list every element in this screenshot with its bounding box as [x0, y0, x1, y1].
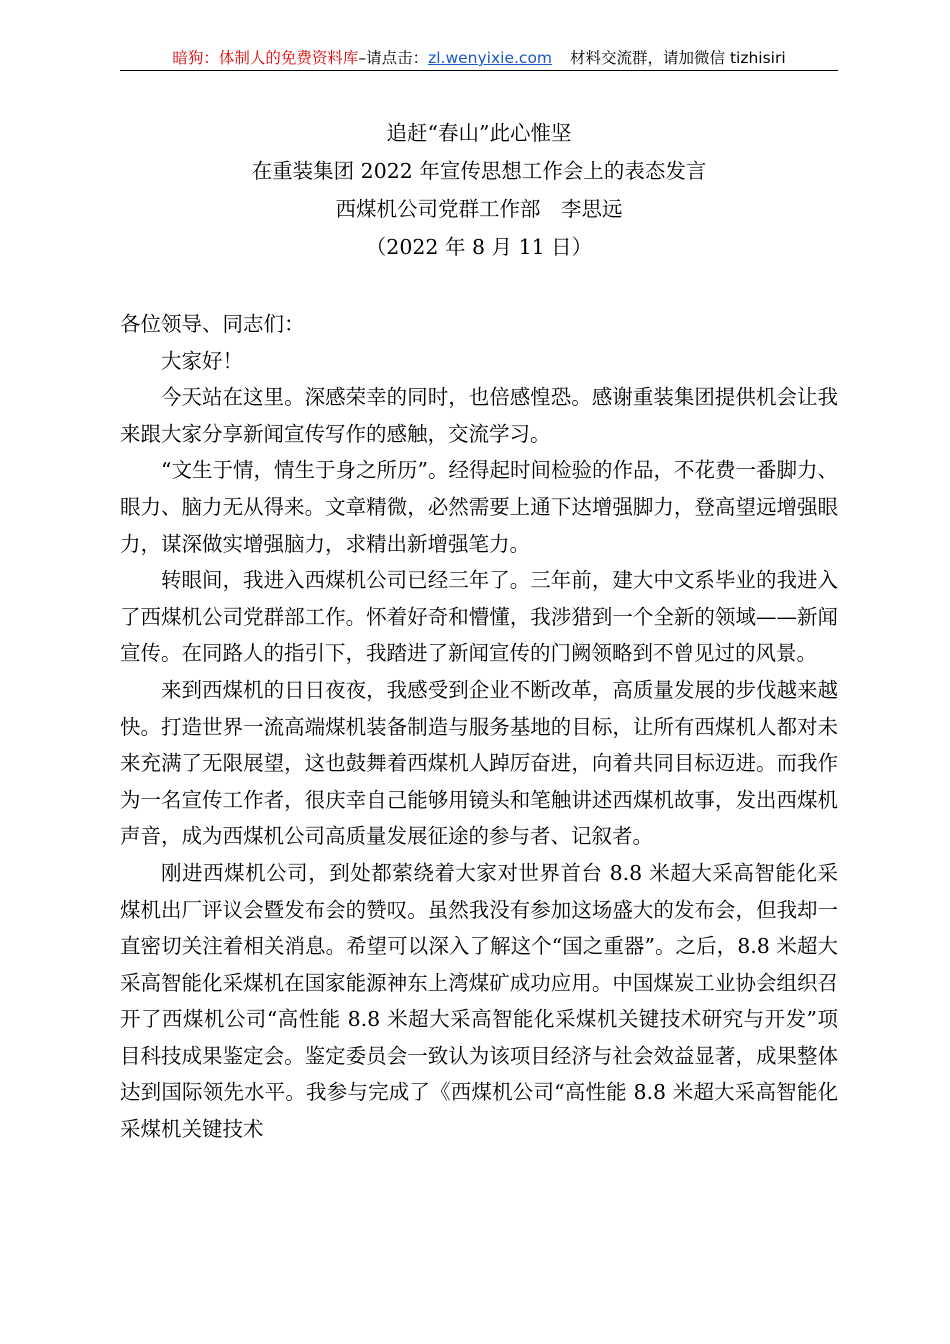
document-subtitle: 在重装集团 2022 年宣传思想工作会上的表态发言	[251, 159, 707, 183]
document-author: 西煤机公司党群工作部 李思远	[335, 197, 623, 221]
header-prompt: –请点击：	[358, 49, 429, 67]
paragraph: 转眼间，我进入西煤机公司已经三年了。三年前，建大中文系毕业的我进入了西煤机公司党群部工作。怀着好奇和懵懂，我涉猎到一个全新的领域——新闻宣传。在同路人的指引下，我踏进了新闻宣传的门阙领略到不曾见过的风景。	[120, 568, 838, 666]
document-date: （2022 年 8 月 11 日）	[365, 235, 593, 259]
header-brand: 暗狗：体制人的免费资料库	[172, 49, 359, 67]
salutation: 各位领导、同志们：	[120, 312, 305, 336]
header-divider	[120, 70, 838, 71]
paragraph: 大家好！	[161, 348, 243, 373]
paragraph: 今天站在这里。深感荣幸的同时，也倍感惶恐。感谢重装集团提供机会让我来跟大家分享新闻宣传写作的感触，交流学习。	[120, 385, 838, 446]
document-body	[120, 306, 838, 1148]
paragraph: “文生于情，情生于身之所历”。经得起时间检验的作品，不花费一番脚力、眼力、脑力无从得来。文章精微，必然需要上通下达增强脚力，登高望远增强眼力，谋深做实增强脑力，求精出新增强笔力。	[120, 458, 838, 556]
title-block	[120, 114, 838, 266]
page-header	[120, 46, 838, 68]
document-title: 追赶“春山”此心惟坚	[386, 121, 572, 145]
header-link[interactable]: zl.wenyixie.com	[428, 49, 553, 67]
paragraph: 来到西煤机的日日夜夜，我感受到企业不断改革，高质量发展的步伐越来越快。打造世界一流高端煤机装备制造与服务基地的目标，让所有西煤机人都对未来充满了无限展望，这也鼓舞着西煤机人踔厉奋进，向着共同目标迈进。而我作为一名宣传工作者，很庆幸自己能够用镜头和笔触讲述西煤机故事，发出西煤机声音，成为西煤机公司高质量发展征途的参与者、记叙者。	[120, 677, 838, 849]
paragraph: 刚进西煤机公司，到处都萦绕着大家对世界首台 8.8 米超大采高智能化采煤机出厂评议会暨发布会的赞叹。虽然我没有参加这场盛大的发布会，但我却一直密切关注着相关消息。希望可以深入了解这个“国之重器”。之后，8.8 米超大采高智能化采煤机在国家能源神东上湾煤矿成功应用。中国煤炭工业协会组织召开了西煤机公司“高性能 8.8 米超大采高智能化采煤机关键技术研究与开发”项目科技成果鉴定会。鉴定委员会一致认为该项目经济与社会效益显著，成果整体达到国际领先水平。我参与完成了《西煤机公司“高性能 8.8 米超大采高智能化采煤机关键技术	[120, 860, 838, 1142]
header-contact: 材料交流群，请加微信 tizhisiri	[570, 49, 786, 67]
